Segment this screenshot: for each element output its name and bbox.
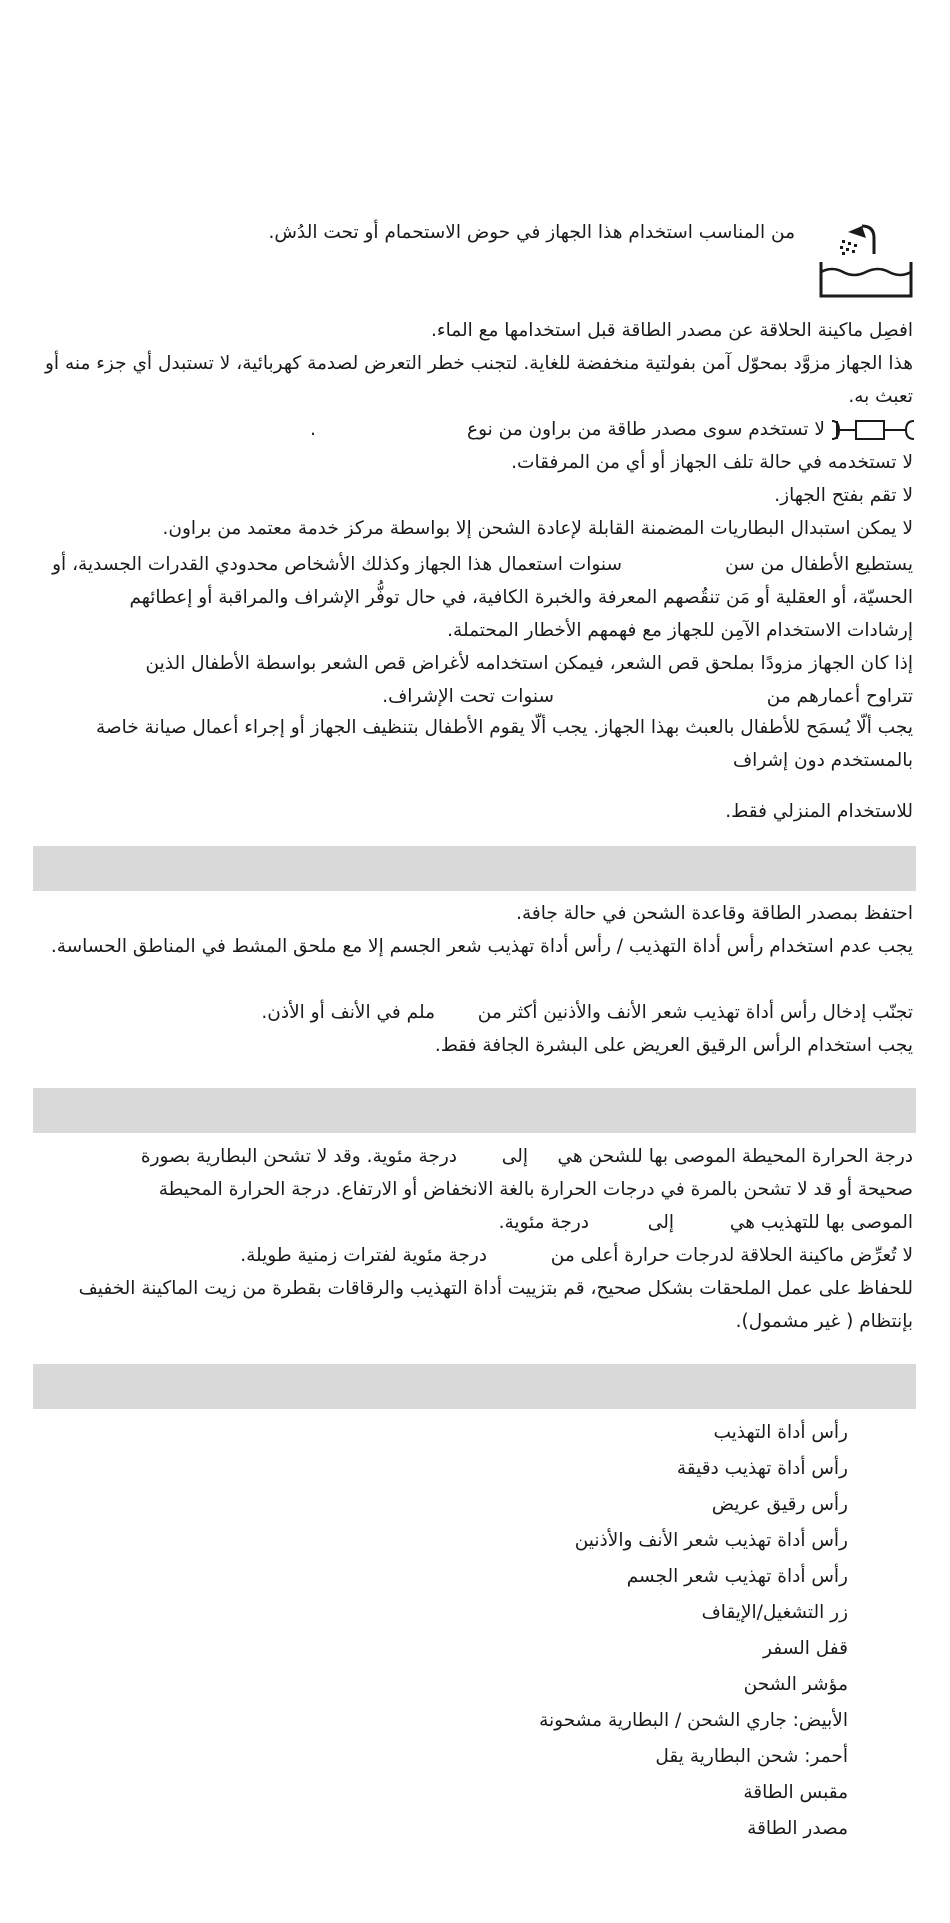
list-item: الأبيض: جاري الشحن / البطارية مشحونة (539, 1710, 848, 1731)
body-trimmer-text: يجب عدم استخدام رأس أداة التهذيب / رأس أداة تهذيب شعر الجسم إلا مع ملحق المشط في المناطق الحساسة. (50, 936, 913, 957)
nose-ear-text-a: تجنّب إدخال رأس أداة تهذيب شعر الأنف والأذنين أكثر من (477, 1002, 913, 1023)
haircut-text-2b: سنوات تحت الإشراف. (382, 686, 554, 707)
children-text-2: الحسيّة، أو العقلية أو مَن تنقُصهم المعرفة والخبرة الكافية، في حال توفُّر الإشراف والمراقبة أو إعطائهم (129, 587, 913, 608)
power-source-end: . (310, 419, 316, 440)
list-item: قفل السفر (763, 1638, 848, 1659)
no-open-text: لا تقم بفتح الجهاز. (774, 485, 913, 506)
section-header-bar (33, 846, 916, 891)
household-text: للاستخدام المنزلي فقط. (725, 801, 913, 822)
charge-temp-1c: درجة مئوية. وقد لا تشحن البطارية بصورة (140, 1146, 457, 1167)
safety-transformer-icon (830, 418, 916, 442)
section-header-bar (33, 1364, 916, 1409)
section-header-bar (33, 1088, 916, 1133)
list-item: رأس أداة تهذيب دقيقة (676, 1458, 848, 1479)
battery-text: لا يمكن استبدال البطاريات المضمنة القابلة لإعادة الشحن إلا بواسطة مركز خدمة معتمد من براون. (162, 518, 913, 539)
foil-text: يجب استخدام الرأس الرقيق العريض على البشرة الجافة فقط. (434, 1035, 913, 1056)
children-text-1b: سنوات استعمال هذا الجهاز وكذلك الأشخاص محدودي القدرات الجسدية، أو (52, 554, 622, 575)
charge-temp-3c: درجة مئوية. (498, 1212, 589, 1233)
children-text-3: إرشادات الاستخدام الآمِن للجهاز مع فهمهم الأخطار المحتملة. (447, 620, 913, 641)
children-text-1a: يستطيع الأطفال من سن (725, 554, 913, 575)
charge-temp-2: صحيحة أو قد لا تشحن بالمرة في درجات الحرارة بالغة الانخفاض أو الارتفاع. درجة الحرارة المحيطة (158, 1179, 913, 1200)
list-item: مؤشر الشحن (743, 1674, 848, 1695)
charge-temp-3a: الموصى بها للتهذيب هي (729, 1212, 913, 1233)
list-item: أحمر: شحن البطارية يقل (655, 1746, 848, 1767)
shower-bath-icon (818, 222, 914, 302)
list-item: رأس أداة تهذيب شعر الأنف والأذنين (574, 1530, 848, 1551)
low-voltage-text: هذا الجهاز مزوَّد بمحوّل آمن بفولتية منخفضة للغاية. لتجنب خطر التعرض لصدمة كهربائية، لا تستبدل أي جزء منه أو تعبث به. (44, 353, 913, 407)
list-item: زر التشغيل/الإيقاف (701, 1602, 848, 1623)
no-play-text: يجب ألّا يُسمَح للأطفال بالعبث بهذا الجهاز. يجب ألّا يقوم الأطفال بتنظيف الجهاز أو إجراء أعمال صيانة خاصة بالمستخدم دون إشراف (95, 717, 913, 771)
expose-temp-a: لا تُعرِّض ماكينة الحلاقة لدرجات حرارة أعلى من (550, 1245, 913, 1266)
power-source-text: لا تستخدم سوى مصدر طاقة من براون من نوع (467, 419, 825, 440)
unplug-text: افصِل ماكينة الحلاقة عن مصدر الطاقة قبل استخدامها مع الماء. (431, 320, 913, 341)
charge-temp-3b: إلى (647, 1212, 674, 1233)
list-item: مصدر الطاقة (747, 1818, 848, 1839)
list-item: رأس أداة التهذيب (713, 1422, 848, 1443)
haircut-text-2a: تتراوح أعمارهم من (766, 686, 913, 707)
bath-warning: من المناسب استخدام هذا الجهاز في حوض الاستحمام أو تحت الدُش. (268, 222, 795, 243)
charge-temp-1b: إلى (501, 1146, 528, 1167)
oil-text: للحفاظ على عمل الملحقات بشكل صحيح، قم بتزييت أداة التهذيب والرقاقات بقطرة من زيت الماكينة الخفيف بإنتظام ( غير مشمول). (78, 1278, 913, 1332)
list-item: مقبس الطاقة (743, 1782, 848, 1803)
expose-temp-b: درجة مئوية لفترات زمنية طويلة. (240, 1245, 487, 1266)
list-item: رأس أداة تهذيب شعر الجسم (626, 1566, 848, 1587)
charge-temp-1a: درجة الحرارة المحيطة الموصى بها للشحن هي (557, 1146, 913, 1167)
haircut-text-1: إذا كان الجهاز مزودًا بملحق قص الشعر، فيمكن استخدامه لأغراض قص الشعر بواسطة الأطفال الذين (145, 653, 913, 674)
dry-text: احتفظ بمصدر الطاقة وقاعدة الشحن في حالة جافة. (516, 903, 913, 924)
nose-ear-text-b: ملم في الأنف أو الأذن. (261, 1002, 435, 1023)
damaged-text: لا تستخدمه في حالة تلف الجهاز أو أي من المرفقات. (511, 452, 913, 473)
list-item: رأس رقيق عريض (711, 1494, 848, 1515)
